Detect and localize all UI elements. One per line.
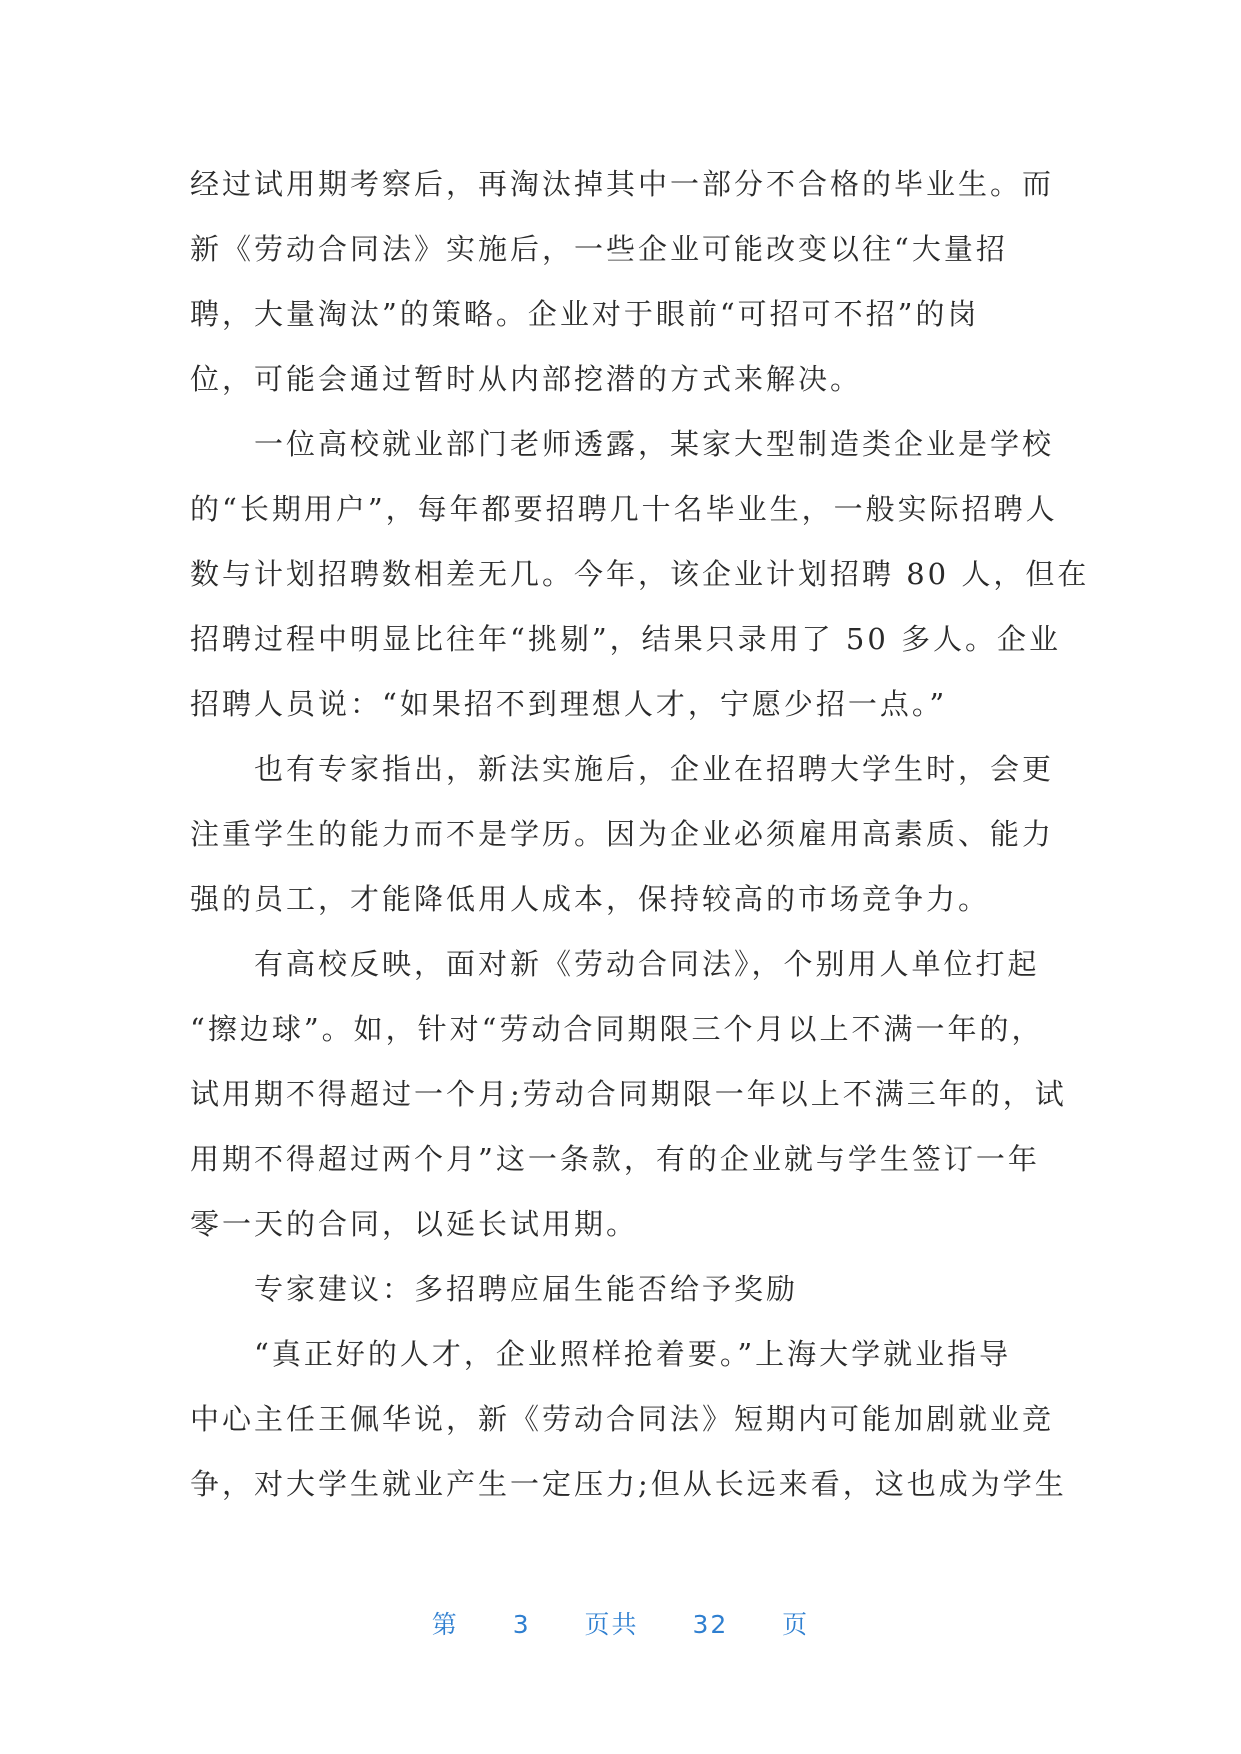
text-line: 招聘过程中明显比往年“挑剔”，结果只录用了 50 多人。企业 [190, 622, 1061, 656]
text-line: 数与计划招聘数相差无几。今年，该企业计划招聘 80 人，但在 [190, 557, 1090, 591]
text-line: “擦边球”。如，针对“劳动合同期限三个月以上不满一年的， [190, 1012, 1044, 1046]
text-line: 新《劳动合同法》实施后，一些企业可能改变以往“大量招 [190, 232, 1008, 266]
footer-prefix: 第 [431, 1610, 459, 1639]
text-line: 零一天的合同，以延长试用期。 [190, 1207, 639, 1241]
text-line: 一位高校就业部门老师透露，某家大型制造类企业是学校 [190, 427, 1055, 461]
text-line: 有高校反映，面对新《劳动合同法》，个别用人单位打起 [190, 947, 1040, 981]
total-page-count: 32 [692, 1610, 729, 1639]
text-line: 位，可能会通过暂时从内部挖潜的方式来解决。 [190, 362, 863, 396]
body-text [190, 152, 1090, 1517]
text-line: 招聘人员说：“如果招不到理想人才，宁愿少招一点。” [190, 687, 948, 721]
text-line: 争，对大学生就业产生一定压力;但从长远来看，这也成为学生 [190, 1467, 1067, 1501]
text-line: 试用期不得超过一个月;劳动合同期限一年以上不满三年的，试 [190, 1077, 1067, 1111]
text-line: 的“长期用户”，每年都要招聘几十名毕业生，一般实际招聘人 [190, 492, 1058, 526]
text-line: “真正好的人才，企业照样抢着要。”上海大学就业指导 [190, 1337, 1012, 1371]
footer-middle: 页共 [584, 1610, 639, 1639]
text-line: 中心主任王佩华说，新《劳动合同法》短期内可能加剧就业竞 [190, 1402, 1055, 1436]
text-line: 注重学生的能力而不是学历。因为企业必须雇用高素质、能力 [190, 817, 1055, 851]
current-page-number: 3 [512, 1610, 531, 1639]
text-line: 也有专家指出，新法实施后，企业在招聘大学生时，会更 [190, 752, 1055, 786]
footer-suffix: 页 [782, 1610, 810, 1639]
text-line: 强的员工，才能降低用人成本，保持较高的市场竞争力。 [190, 882, 991, 916]
page-footer [0, 1605, 1241, 1641]
text-line: 聘，大量淘汰”的策略。企业对于眼前“可招可不招”的岗 [190, 297, 980, 331]
text-line: 专家建议：多招聘应届生能否给予奖励 [190, 1272, 799, 1306]
text-line: 经过试用期考察后，再淘汰掉其中一部分不合格的毕业生。而 [190, 167, 1055, 201]
text-line: 用期不得超过两个月”这一条款，有的企业就与学生签订一年 [190, 1142, 1040, 1176]
